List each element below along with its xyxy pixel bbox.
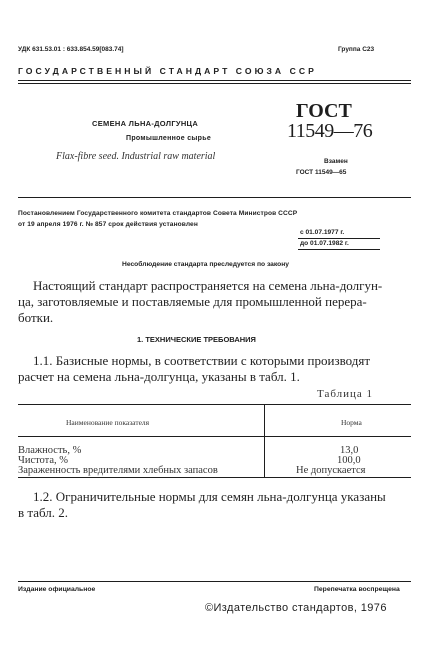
gost-label: ГОСТ: [296, 100, 352, 122]
intro-paragraph: [18, 278, 413, 326]
paragraph-1-1-line-1: 1.1. Базисные нормы, в соответствии с которыми производят: [33, 353, 371, 368]
intro-line-2: ца, заготовляемые и поставляемые для промышленной перера-: [18, 294, 367, 309]
publisher-copyright: ©Издательство стандартов, 1976: [205, 602, 387, 614]
udk-code: УДК 631.53.01 : 633.854.59[083.74]: [18, 46, 124, 53]
penalty-notice: Несоблюдение стандарта преследуется по закону: [122, 261, 290, 268]
header-rule-top: [18, 80, 411, 81]
organization-title: ГОСУДАРСТВЕННЫЙ СТАНДАРТ СОЮЗА ССР: [18, 66, 317, 76]
table-caption: Таблица 1: [317, 388, 374, 400]
table-row-name: Чистота, %: [18, 455, 69, 466]
intro-line-1: Настоящий стандарт распространяется на семена льна-долгун-: [33, 278, 383, 293]
table-top-rule: [18, 404, 411, 405]
decree-line-2: от 19 апреля 1976 г. № 857 срок действия установлен: [18, 221, 198, 228]
header-rule-bottom: [18, 83, 411, 84]
footer-rule: [18, 581, 411, 582]
standard-subtitle: Промышленное сырье: [126, 135, 212, 142]
table-header-indicator: Наименование показателя: [66, 418, 150, 427]
paragraph-1-1: [18, 353, 413, 385]
validity-from: с 01.07.1977 г.: [300, 229, 345, 236]
intro-line-3: ботки.: [18, 310, 54, 325]
replaces-label: Взамен: [324, 158, 348, 165]
table-header-norm: Норма: [341, 418, 362, 427]
table-row-name: Влажность, %: [18, 445, 82, 456]
table-row-value: Не допускается: [296, 465, 366, 476]
paragraph-1-1-line-2: расчет на семена льна-долгунца, указаны в табл. 1.: [18, 369, 300, 384]
paragraph-1-2-line-2: в табл. 2.: [18, 505, 69, 520]
table-row-name: Зараженность вредителями хлебных запасов: [18, 465, 218, 476]
decree-line-1: Постановлением Государственного комитета стандартов Совета Министров СССР: [18, 210, 298, 217]
group-code: Группа С23: [338, 46, 375, 53]
paragraph-1-2: [18, 489, 413, 521]
validity-from-underline: [298, 238, 380, 239]
table-row-value: 13,0: [340, 445, 359, 456]
standard-title: СЕМЕНА ЛЬНА-ДОЛГУНЦА: [92, 119, 199, 128]
decree-rule: [18, 197, 411, 198]
official-edition-label: Издание официальное: [18, 586, 96, 593]
table-column-divider: [264, 404, 265, 477]
table-bottom-rule: [18, 477, 411, 478]
gost-number: 11549—76: [287, 120, 373, 142]
reprint-prohibited-label: Перепечатка воспрещена: [314, 586, 400, 593]
validity-to-underline: [298, 249, 380, 250]
section-heading: 1. ТЕХНИЧЕСКИЕ ТРЕБОВАНИЯ: [137, 335, 256, 344]
paragraph-1-2-line-1: 1.2. Ограничительные нормы для семян льна-долгунца указаны: [33, 489, 386, 504]
decree-text: [18, 208, 297, 230]
validity-to: до 01.07.1982 г.: [300, 240, 349, 247]
standard-title-english: Flax-fibre seed. Industrial raw material: [56, 151, 216, 162]
table-row-value: 100,0: [337, 455, 361, 466]
table-header-rule: [18, 436, 411, 437]
replaces-standard: ГОСТ 11549—65: [296, 169, 347, 176]
